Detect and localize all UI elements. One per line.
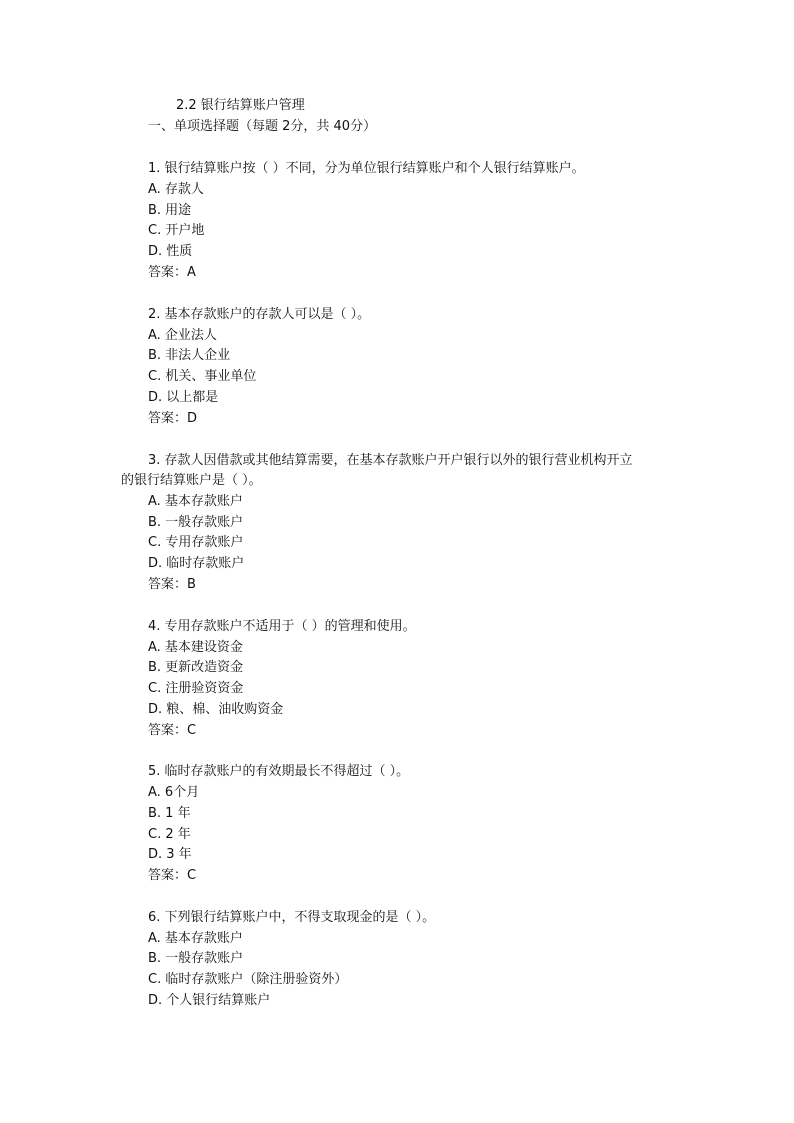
question-1-option-a: A. 存款人 bbox=[148, 182, 204, 197]
question-5-option-d: D. 3 年 bbox=[148, 847, 192, 862]
question-6-option-d: D. 个人银行结算账户 bbox=[148, 993, 271, 1008]
question-4-stem: 4. 专用存款账户不适用于（ ）的管理和使用。 bbox=[148, 619, 416, 634]
question-1-option-d: D. 性质 bbox=[148, 244, 193, 259]
question-2-answer: 答案：D bbox=[148, 411, 198, 426]
question-4-option-c: C. 注册验资资金 bbox=[148, 681, 244, 696]
question-3-answer: 答案：B bbox=[148, 577, 196, 592]
question-2-option-a: A. 企业法人 bbox=[148, 328, 217, 343]
question-5-option-b: B. 1 年 bbox=[148, 806, 191, 821]
question-4-answer: 答案：C bbox=[148, 723, 197, 738]
question-5-stem: 5. 临时存款账户的有效期最长不得超过（ ）。 bbox=[148, 764, 410, 779]
question-4-option-a: A. 基本建设资金 bbox=[148, 640, 243, 655]
question-2-stem: 2. 基本存款账户的存款人可以是（ ）。 bbox=[148, 307, 371, 322]
question-1-stem: 1. 银行结算账户按（ ）不同，分为单位银行结算账户和个人银行结算账户。 bbox=[148, 161, 585, 176]
question-2-option-c: C. 机关、事业单位 bbox=[148, 369, 257, 384]
section-heading: 一、单项选择题（每题 2分，共 40分） bbox=[148, 119, 377, 134]
question-3-option-c: C. 专用存款账户 bbox=[148, 535, 244, 550]
question-4-option-b: B. 更新改造资金 bbox=[148, 660, 244, 675]
question-2-option-d: D. 以上都是 bbox=[148, 390, 219, 405]
question-6-stem: 6. 下列银行结算账户中，不得支取现金的是（ ）。 bbox=[148, 910, 436, 925]
question-3-option-d: D. 临时存款账户 bbox=[148, 556, 245, 571]
question-3-stem: 3. 存款人因借款或其他结算需要，在基本存款账户开户银行以外的银行营业机构开立 bbox=[148, 453, 633, 468]
question-3-option-a: A. 基本存款账户 bbox=[148, 494, 243, 509]
question-6-option-b: B. 一般存款账户 bbox=[148, 951, 244, 966]
question-1-option-c: C. 开户地 bbox=[148, 223, 205, 238]
question-3-stem-continued: 的银行结算账户是（ ）。 bbox=[121, 473, 262, 488]
question-3-option-b: B. 一般存款账户 bbox=[148, 515, 244, 530]
question-4-option-d: D. 粮、棉、油收购资金 bbox=[148, 702, 284, 717]
question-1-answer: 答案：A bbox=[148, 265, 196, 280]
doc-title: 2.2 银行结算账户管理 bbox=[176, 98, 305, 113]
question-1-option-b: B. 用途 bbox=[148, 203, 192, 218]
question-6-option-c: C. 临时存款账户（除注册验资外） bbox=[148, 972, 348, 987]
question-5-option-a: A. 6个月 bbox=[148, 785, 200, 800]
question-5-answer: 答案：C bbox=[148, 868, 197, 883]
question-6-option-a: A. 基本存款账户 bbox=[148, 931, 243, 946]
question-5-option-c: C. 2 年 bbox=[148, 827, 191, 842]
question-2-option-b: B. 非法人企业 bbox=[148, 348, 231, 363]
